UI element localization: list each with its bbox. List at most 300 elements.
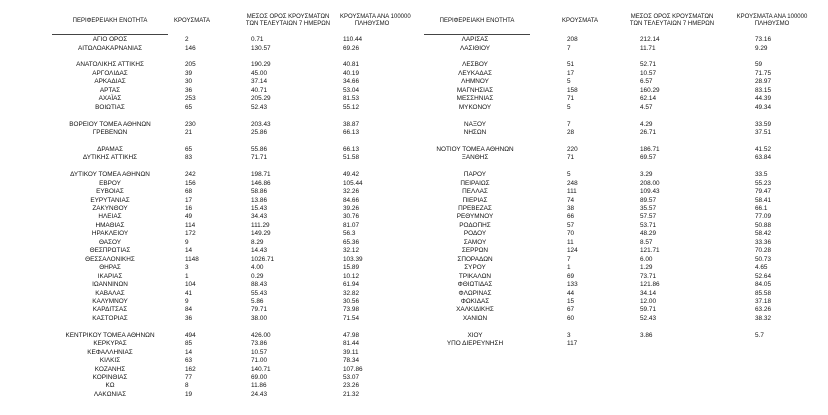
cases-value: 83	[185, 154, 193, 162]
per-100k-value: 103.39	[343, 255, 363, 263]
region-name: ΔΡΑΜΑΣ	[97, 145, 123, 153]
cases-value: 15	[567, 297, 575, 305]
per-100k-value: 73.98	[343, 306, 359, 314]
avg-7-days-value: 1026.71	[251, 255, 275, 263]
region-name: ΑΓΙΟ ΟΡΟΣ	[92, 36, 128, 43]
header-per-100k: ΚΡΟΥΣΜΑΤΑ ΑΝΑ 100000 ΠΛΗΘΥΣΜΟ	[340, 14, 411, 27]
region-name: ΣΑΜΟΥ	[463, 238, 487, 246]
avg-7-days-value: 53.71	[640, 221, 656, 229]
table-row	[0, 154, 828, 162]
cases-value: 66	[567, 213, 575, 221]
per-100k-value: 58.42	[755, 230, 771, 238]
region-name: ΚΕΡΚΥΡΑΣ	[93, 340, 127, 348]
table-row	[0, 332, 828, 340]
per-100k-value: 84.66	[343, 196, 359, 204]
region-name: ΠΕΙΡΑΙΩΣ	[460, 179, 490, 187]
avg-7-days-value: 149.29	[251, 230, 271, 238]
avg-7-days-value: 3.29	[640, 171, 653, 179]
avg-7-days-value: 34.43	[251, 213, 267, 221]
header-avg-7-days: ΜΕΣΟΣ ΟΡΟΣ ΚΡΟΥΣΜΑΤΩΝ ΤΩΝ ΤΕΛΕΥΤΑΙΩΝ 7 ΗΜΕΡΩΝ	[629, 14, 715, 27]
region-name: ΓΡΕΒΕΝΩΝ	[92, 128, 128, 136]
per-100k-value: 55.12	[343, 103, 359, 111]
cases-value: 7	[567, 255, 571, 263]
region-name: ΕΥΒΟΙΑΣ	[96, 188, 124, 196]
avg-7-days-value: 15.43	[251, 205, 267, 212]
per-100k-value: 105.44	[343, 179, 363, 187]
cases-value: 230	[185, 120, 196, 128]
cases-value: 69	[567, 272, 575, 280]
region-name: ΘΑΣΟΥ	[98, 238, 122, 246]
per-100k-value: 52.64	[755, 272, 771, 280]
cases-value: 104	[185, 281, 196, 288]
avg-7-days-value: 140.71	[251, 365, 271, 373]
region-name: ΙΚΑΡΙΑΣ	[97, 272, 123, 280]
avg-7-days-value: 89.57	[640, 196, 656, 204]
avg-7-days-value: 6.00	[640, 255, 653, 263]
per-100k-value: 66.1	[755, 205, 768, 212]
table-row	[0, 61, 828, 69]
cases-value: 39	[185, 69, 193, 77]
cases-value: 49	[185, 213, 193, 221]
table-row	[0, 273, 828, 281]
avg-7-days-value: 130.57	[251, 44, 271, 52]
avg-7-days-value: 4.29	[640, 120, 653, 128]
per-100k-value: 81.53	[343, 95, 359, 103]
table-row	[0, 205, 828, 213]
cases-value: 5	[567, 171, 571, 179]
per-100k-value: 77.09	[755, 213, 771, 221]
cases-value: 28	[567, 128, 575, 136]
avg-7-days-value: 48.29	[640, 230, 656, 238]
per-100k-value: 59	[755, 61, 763, 69]
per-100k-value: 32.26	[343, 188, 359, 196]
per-100k-value: 66.13	[343, 145, 359, 153]
avg-7-days-value: 203.43	[251, 120, 271, 128]
avg-7-days-value: 3.86	[640, 331, 653, 339]
table-row	[0, 382, 828, 390]
cases-value: 172	[185, 230, 196, 238]
per-100k-value: 39.26	[343, 205, 359, 212]
cases-value: 51	[567, 61, 575, 69]
per-100k-value: 15.89	[343, 264, 359, 272]
table-row	[0, 171, 828, 179]
region-name: ΧΙΟΥ	[467, 331, 483, 339]
avg-7-days-value: 35.57	[640, 205, 656, 212]
avg-7-days-value: 111.29	[251, 221, 270, 229]
cases-value: 17	[185, 196, 193, 204]
per-100k-value: 5.7	[755, 331, 764, 339]
cases-value: 84	[185, 306, 193, 314]
cases-value: 71	[567, 154, 575, 162]
avg-7-days-value: 0.29	[251, 272, 264, 280]
per-100k-value: 49.34	[755, 103, 771, 111]
cases-value: 65	[185, 145, 193, 153]
cases-value: 7	[567, 44, 571, 52]
table-row	[0, 349, 828, 357]
region-name: ΝΟΤΙΟΥ ΤΟΜΕΑ ΑΘΗΝΩΝ	[436, 145, 514, 153]
avg-7-days-value: 10.57	[640, 69, 656, 77]
avg-7-days-value: 69.57	[640, 154, 656, 162]
region-name: ΣΠΟΡΑΔΩΝ	[457, 255, 493, 263]
per-100k-value: 33.5	[755, 171, 768, 179]
avg-7-days-value: 4.57	[640, 103, 653, 111]
region-name: ΜΕΣΣΗΝΙΑΣ	[456, 95, 494, 103]
per-100k-value: 73.16	[755, 36, 771, 43]
header-per-100k: ΚΡΟΥΣΜΑΤΑ ΑΝΑ 100000 ΠΛΗΘΥΣΜΟ	[736, 14, 808, 27]
per-100k-value: 50.88	[755, 221, 771, 229]
region-name: ΗΛΕΙΑΣ	[98, 213, 122, 221]
avg-7-days-value: 10.57	[251, 348, 267, 356]
cases-value: 85	[185, 340, 193, 348]
avg-7-days-value: 12.00	[640, 297, 656, 305]
table-row	[0, 230, 828, 238]
region-name: ΦΘΙΩΤΙΔΑΣ	[457, 281, 493, 288]
region-name: ΚΑΒΑΛΑΣ	[95, 289, 125, 297]
region-name: ΘΕΣΠΡΩΤΙΑΣ	[89, 247, 131, 255]
per-100k-value: 37.18	[755, 297, 771, 305]
per-100k-value: 32.12	[343, 247, 359, 255]
header-region: ΠΕΡΙΦΕΡΕΙΑΚΗ ΕΝΟΤΗΤΑ	[52, 0, 168, 35]
region-name: ΛΑΣΙΘΙΟΥ	[459, 44, 491, 52]
table-row	[0, 36, 828, 44]
table-row	[0, 366, 828, 374]
cases-value: 114	[185, 221, 196, 229]
region-name: ΑΙΤΩΛΟΑΚΑΡΝΑΝΙΑΣ	[77, 44, 143, 52]
region-name: ΗΜΑΘΙΑΣ	[95, 221, 125, 229]
per-100k-value: 55.23	[755, 179, 771, 187]
region-name: ΘΗΡΑΣ	[99, 264, 121, 272]
per-100k-value: 37.51	[755, 128, 771, 136]
table-row	[0, 264, 828, 272]
cases-value: 242	[185, 171, 196, 179]
avg-7-days-value: 160.29	[640, 86, 660, 94]
region-name: ΚΩ	[105, 382, 115, 390]
table-row	[0, 197, 828, 205]
table-row	[0, 306, 828, 314]
per-100k-value: 38.32	[755, 314, 771, 322]
cases-value: 63	[185, 357, 193, 365]
region-name: ΑΡΤΑΣ	[99, 86, 121, 94]
cases-value: 124	[567, 247, 578, 255]
table-row	[0, 340, 828, 348]
region-name: ΦΛΩΡΙΝΑΣ	[458, 289, 492, 297]
avg-7-days-value: 198.71	[251, 171, 271, 179]
table-row	[0, 298, 828, 306]
per-100k-value: 53.07	[343, 374, 359, 381]
cases-value: 205	[185, 61, 196, 69]
cases-value: 494	[185, 331, 196, 339]
region-name: ΦΩΚΙΔΑΣ	[460, 297, 490, 305]
per-100k-value: 81.07	[343, 221, 359, 229]
table-row	[0, 180, 828, 188]
avg-7-days-value: 146.86	[251, 179, 271, 187]
avg-7-days-value: 121.86	[640, 281, 660, 288]
per-100k-value: 53.04	[343, 86, 359, 94]
table-row	[0, 247, 828, 255]
cases-value: 3	[567, 331, 571, 339]
cases-value: 57	[567, 221, 575, 229]
region-name: ΝΑΞΟΥ	[463, 120, 487, 128]
avg-7-days-value: 62.14	[640, 95, 656, 103]
region-name: ΧΑΝΙΩΝ	[462, 314, 488, 322]
per-100k-value: 33.36	[755, 238, 771, 246]
cases-value: 158	[567, 86, 578, 94]
cases-value: 21	[185, 128, 193, 136]
cases-value: 74	[567, 196, 575, 204]
avg-7-days-value: 13.86	[251, 196, 267, 204]
region-name: ΛΑΚΩΝΙΑΣ	[93, 390, 127, 398]
region-name: ΠΡΕΒΕΖΑΣ	[458, 205, 492, 212]
cases-value: 111	[567, 188, 577, 196]
region-name: ΒΟΡΕΙΟΥ ΤΟΜΕΑ ΑΘΗΝΩΝ	[69, 120, 151, 128]
per-100k-value: 28.97	[755, 78, 771, 86]
cases-value: 16	[185, 205, 193, 212]
region-name: ΔΥΤΙΚΗΣ ΑΤΤΙΚΗΣ	[82, 154, 138, 162]
per-100k-value: 49.42	[343, 171, 359, 179]
region-name: ΧΑΛΚΙΔΙΚΗΣ	[456, 306, 494, 314]
cases-value: 1148	[185, 255, 199, 263]
avg-7-days-value: 55.43	[251, 289, 267, 297]
per-100k-value: 78.34	[343, 357, 359, 365]
region-name: ΚΕΦΑΛΛΗΝΙΑΣ	[87, 348, 133, 356]
table-row	[0, 70, 828, 78]
cases-value: 30	[185, 78, 193, 86]
header-cases: ΚΡΟΥΣΜΑΤΑ	[562, 18, 598, 24]
cases-value: 70	[567, 230, 575, 238]
region-name: ΒΟΙΩΤΙΑΣ	[95, 103, 125, 111]
region-name: ΡΟΔΟΥ	[463, 230, 487, 238]
per-100k-value: 71.75	[755, 69, 771, 77]
avg-7-days-value: 52.43	[640, 314, 656, 322]
avg-7-days-value: 40.71	[251, 86, 267, 94]
cases-value: 3	[185, 264, 189, 272]
header-region: ΠΕΡΙΦΕΡΕΙΑΚΗ ΕΝΟΤΗΤΑ	[424, 0, 530, 35]
header-avg-7-days: ΜΕΣΟΣ ΟΡΟΣ ΚΡΟΥΣΜΑΤΩΝ ΤΩΝ ΤΕΛΕΥΤΑΙΩΝ 7 ΗΜΕΡΩΝ	[245, 14, 331, 27]
avg-7-days-value: 25.86	[251, 128, 267, 136]
region-name: ΚΑΣΤΟΡΙΑΣ	[92, 314, 128, 322]
cases-value: 5	[567, 103, 571, 111]
region-name: ΣΥΡΟΥ	[464, 264, 486, 272]
cases-value: 36	[185, 86, 193, 94]
region-name: ΛΕΥΚΑΔΑΣ	[458, 69, 492, 77]
cases-value: 9	[185, 297, 189, 305]
avg-7-days-value: 11.86	[251, 382, 267, 390]
avg-7-days-value: 4.00	[251, 264, 264, 272]
per-100k-value: 110.44	[343, 36, 363, 43]
region-name: ΑΡΚΑΔΙΑΣ	[94, 78, 126, 86]
table-row	[0, 78, 828, 86]
cases-value: 1	[567, 264, 571, 272]
header-cases: ΚΡΟΥΣΜΑΤΑ	[174, 18, 210, 24]
per-100k-value: 63.84	[755, 154, 771, 162]
per-100k-value: 85.58	[755, 289, 771, 297]
region-name: ΘΕΣΣΑΛΟΝΙΚΗΣ	[85, 255, 135, 263]
region-name: ΛΗΜΝΟΥ	[461, 78, 489, 86]
per-100k-value: 51.58	[343, 154, 359, 162]
table-row	[0, 87, 828, 95]
per-100k-value: 40.81	[343, 61, 359, 69]
cases-value: 67	[567, 306, 575, 314]
cases-value: 11	[567, 238, 574, 246]
table-row	[0, 374, 828, 382]
per-100k-value: 9.29	[755, 44, 768, 52]
avg-7-days-value: 69.00	[251, 374, 267, 381]
region-name: ΠΕΛΛΑΣ	[462, 188, 488, 196]
per-100k-value: 33.59	[755, 120, 771, 128]
cases-value: 68	[185, 188, 193, 196]
avg-7-days-value: 37.14	[251, 78, 267, 86]
per-100k-value: 30.56	[343, 297, 359, 305]
avg-7-days-value: 52.43	[251, 103, 267, 111]
cases-value: 38	[567, 205, 575, 212]
region-name: ΚΑΡΔΙΤΣΑΣ	[92, 306, 128, 314]
per-100k-value: 83.15	[755, 86, 771, 94]
cases-value: 17	[567, 69, 575, 77]
cases-value: 248	[567, 179, 578, 187]
table-row	[0, 129, 828, 137]
per-100k-value: 70.28	[755, 247, 771, 255]
per-100k-value: 10.12	[343, 272, 359, 280]
per-100k-value: 66.13	[343, 128, 359, 136]
cases-value: 253	[185, 95, 196, 103]
per-100k-value: 79.47	[755, 188, 771, 196]
region-name: ΑΡΓΟΛΙΔΑΣ	[92, 69, 128, 77]
region-name: ΝΗΣΩΝ	[463, 128, 487, 136]
region-name: ΔΥΤΙΚΟΥ ΤΟΜΕΑ ΑΘΗΝΩΝ	[70, 171, 150, 179]
region-name: ΙΩΑΝΝΙΝΩΝ	[92, 281, 128, 288]
avg-7-days-value: 1.29	[640, 264, 653, 272]
table-row	[0, 357, 828, 365]
region-name: ΚΙΛΚΙΣ	[99, 357, 121, 365]
per-100k-value: 41.52	[755, 145, 771, 153]
cases-value: 41	[185, 289, 193, 297]
avg-7-days-value: 24.43	[251, 390, 267, 398]
region-name: ΑΧΑΪΑΣ	[98, 95, 122, 103]
per-100k-value: 65.36	[343, 238, 359, 246]
cases-value: 14	[185, 348, 193, 356]
cases-value: 36	[185, 314, 193, 322]
per-100k-value: 71.54	[343, 314, 359, 322]
avg-7-days-value: 34.14	[640, 289, 656, 297]
per-100k-value: 34.66	[343, 78, 359, 86]
per-100k-value: 61.94	[343, 281, 359, 288]
avg-7-days-value: 121.71	[640, 247, 660, 255]
avg-7-days-value: 109.43	[640, 188, 660, 196]
cases-value: 19	[185, 390, 193, 398]
table-row	[0, 45, 828, 53]
avg-7-days-value: 8.57	[640, 238, 653, 246]
table-row	[0, 188, 828, 196]
avg-7-days-value: 186.71	[640, 145, 660, 153]
region-name: ΚΕΝΤΡΙΚΟΥ ΤΟΜΕΑ ΑΘΗΝΩΝ	[65, 331, 155, 339]
cases-value: 146	[185, 44, 196, 52]
region-name: ΕΒΡΟΥ	[99, 179, 121, 187]
region-name: ΗΡΑΚΛΕΙΟΥ	[91, 230, 129, 238]
cases-value: 2	[185, 36, 189, 43]
avg-7-days-value: 11.71	[640, 44, 656, 52]
avg-7-days-value: 8.29	[251, 238, 264, 246]
avg-7-days-value: 212.14	[640, 36, 660, 43]
per-100k-value: 32.82	[343, 289, 359, 297]
per-100k-value: 63.26	[755, 306, 771, 314]
per-100k-value: 56.3	[343, 230, 356, 238]
per-100k-value: 107.86	[343, 365, 363, 373]
per-100k-value: 81.44	[343, 340, 359, 348]
table-row	[0, 256, 828, 264]
avg-7-days-value: 38.00	[251, 314, 267, 322]
region-name: ΛΕΣΒΟΥ	[462, 61, 488, 69]
region-name: ΚΟΡΙΝΘΙΑΣ	[92, 374, 128, 381]
per-100k-value: 84.05	[755, 281, 771, 288]
avg-7-days-value: 79.71	[251, 306, 267, 314]
per-100k-value: 40.19	[343, 69, 359, 77]
avg-7-days-value: 14.43	[251, 247, 267, 255]
region-name: ΤΡΙΚΑΛΩΝ	[458, 272, 492, 280]
cases-value: 7	[567, 120, 571, 128]
region-name: ΜΥΚΟΝΟΥ	[458, 103, 492, 111]
cases-value: 5	[567, 78, 571, 86]
per-100k-value: 39.11	[343, 348, 359, 356]
table-row	[0, 213, 828, 221]
avg-7-days-value: 59.71	[640, 306, 656, 314]
region-name: ΛΑΡΙΣΑΣ	[461, 36, 489, 43]
cases-value: 65	[185, 103, 193, 111]
avg-7-days-value: 88.43	[251, 281, 267, 288]
avg-7-days-value: 5.86	[251, 297, 264, 305]
per-100k-value: 50.73	[755, 255, 771, 263]
cases-value: 14	[185, 247, 193, 255]
cases-value: 60	[567, 314, 575, 322]
per-100k-value: 47.98	[343, 331, 359, 339]
per-100k-value: 21.32	[343, 390, 359, 398]
avg-7-days-value: 57.57	[640, 213, 656, 221]
cases-value: 8	[185, 382, 189, 390]
region-name: ΡΕΘΥΜΝΟΥ	[456, 213, 494, 221]
per-100k-value: 30.76	[343, 213, 359, 221]
cases-value: 9	[185, 238, 189, 246]
table-row	[0, 222, 828, 230]
region-name: ΠΙΕΡΙΑΣ	[462, 196, 488, 204]
region-name: ΖΑΚΥΝΘΟΥ	[92, 205, 128, 212]
region-name: ΞΑΝΘΗΣ	[461, 154, 489, 162]
cases-value: 77	[185, 374, 193, 381]
per-100k-value: 69.26	[343, 44, 359, 52]
region-name: ΚΟΖΑΝΗΣ	[94, 365, 126, 373]
region-name: ΠΑΡΟΥ	[463, 171, 487, 179]
table-row	[0, 281, 828, 289]
cases-value: 133	[567, 281, 578, 288]
table-row	[0, 391, 828, 399]
per-100k-value: 44.39	[755, 95, 771, 103]
per-100k-value: 23.26	[343, 382, 359, 390]
cases-value: 117	[567, 340, 578, 348]
region-name: ΡΟΔΟΠΗΣ	[459, 221, 491, 229]
table-row	[0, 104, 828, 112]
table-row	[0, 121, 828, 129]
cases-value: 156	[185, 179, 196, 187]
table-row	[0, 146, 828, 154]
region-name: ΚΑΛΥΜΝΟΥ	[92, 297, 128, 305]
cases-value: 208	[567, 36, 578, 43]
region-name: ΣΕΡΡΩΝ	[461, 247, 489, 255]
cases-value: 220	[567, 145, 578, 153]
avg-7-days-value: 205.29	[251, 95, 271, 103]
avg-7-days-value: 45.00	[251, 69, 267, 77]
region-name: ΜΑΓΝΗΣΙΑΣ	[456, 86, 494, 94]
region-name: ΕΥΡΥΤΑΝΙΑΣ	[90, 196, 130, 204]
cases-value: 162	[185, 365, 196, 373]
region-name: ΑΝΑΤΟΛΙΚΗΣ ΑΤΤΙΚΗΣ	[76, 61, 144, 69]
